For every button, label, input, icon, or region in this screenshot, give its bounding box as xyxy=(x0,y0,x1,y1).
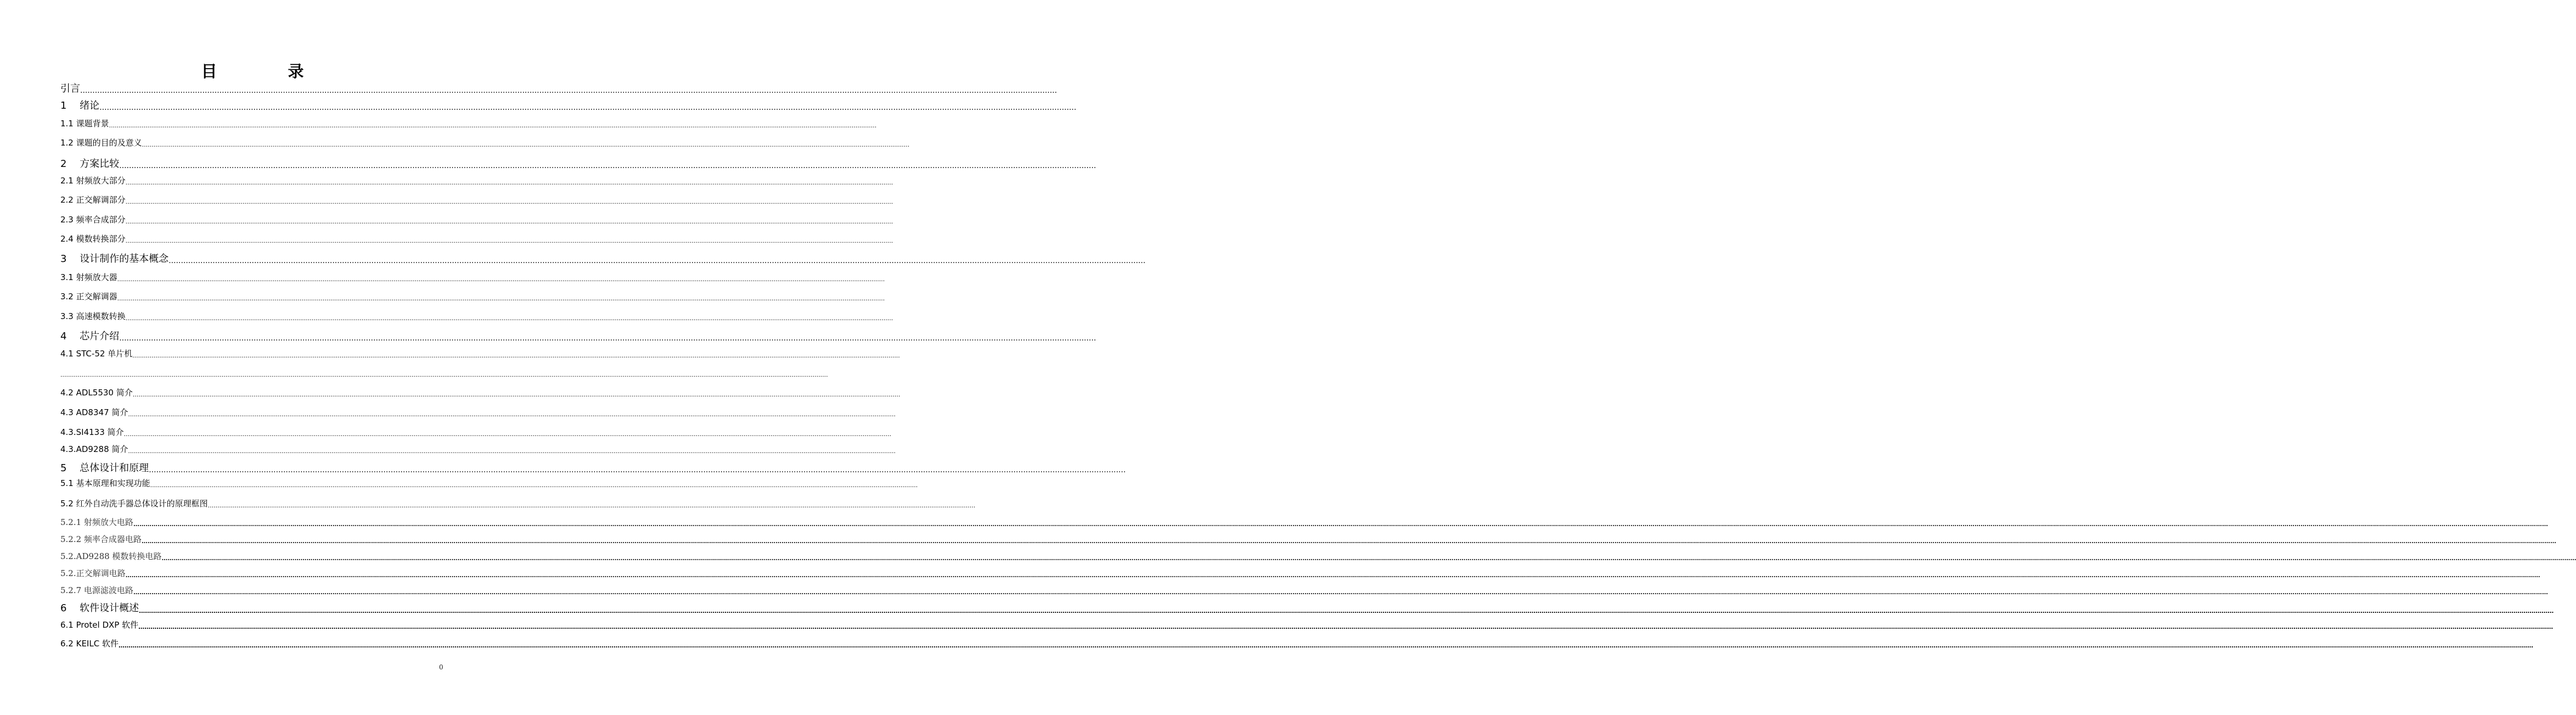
toc-entry-label: 2.2 正交解调部分 xyxy=(60,195,126,205)
toc-entry-label: 引言 xyxy=(60,83,80,94)
toc-entry-label: 5.2 红外自动洗手器总体设计的原理框图 xyxy=(60,499,208,509)
toc-entry-label: 4.3.AD9288 简介 xyxy=(60,444,128,454)
toc-entry-label: 2.4 模数转换部分 xyxy=(60,234,126,244)
toc-leader-dots: ................................................................................................................................................................................................................................................................................................................................................................................................................ xyxy=(80,86,1058,95)
toc-entry-label: 1 绪论 xyxy=(60,100,100,111)
toc-entry[interactable] xyxy=(60,443,896,455)
toc-entry-label: 4.2 ADL5530 简介 xyxy=(60,388,133,398)
toc-entry-label: 6.2 KEILC 软件 xyxy=(60,639,119,649)
toc-entry[interactable] xyxy=(60,310,893,322)
toc-entry[interactable] xyxy=(60,567,2540,579)
toc-leader-dots: ................................................................................................................................................................................................................................................................................................................................................................................................................ xyxy=(119,334,1096,343)
toc-entry-label: 5.2.2 频率合成器电路 xyxy=(60,534,142,544)
toc-entry[interactable] xyxy=(60,213,893,225)
toc-entry[interactable] xyxy=(60,193,893,205)
toc-leader-dots: ................................................................................................................................................................................................................................................................................................................................................................................................................ xyxy=(117,276,885,283)
toc-entry[interactable] xyxy=(60,251,1146,265)
toc-entry-label: 4.3.SI4133 简介 xyxy=(60,427,124,437)
toc-leader-dots: ………………………………………………………………………………………………………………………………………………………………………………………………………………………………………………………………………………………………………………………………………………………………………………………………………………………………………………………………………………………………………………………………………………………………………………………………………………………………………………………………………………………………………………………………………………………………………………………………………………………………………………………………………………………………………………………………………………………………………………………………………………………………………………………………………………………………………… xyxy=(161,555,2576,562)
toc-entry[interactable] xyxy=(60,136,910,148)
toc-entry[interactable] xyxy=(60,406,896,418)
toc-leader-dots: ................................................................................................................................................................................................................................................................................................................................................................................................................ xyxy=(168,256,1146,265)
toc-leader-dots: ................................................................................................................................................................................................................................................................................................................................................................................................................ xyxy=(123,431,892,438)
toc-entry-label: 5 总体设计和原理 xyxy=(60,462,149,474)
toc-leader-dots: ................................................................................................................................................................................................................................................................................................................................................................................................................ xyxy=(125,179,893,186)
toc-entry-label: 1.1 课题背景 xyxy=(60,119,109,129)
toc-entry-label: 5.2.7 电源滤波电路 xyxy=(60,585,133,595)
toc-entry[interactable] xyxy=(60,232,893,244)
toc-entry[interactable] xyxy=(60,386,901,398)
toc-entry-label: 3.3 高速模数转换 xyxy=(60,311,126,321)
toc-leader-dots: ................................................................................................................................................................................................................................................................................................................................................................................................................ xyxy=(128,411,896,418)
toc-entry-label: 2.1 射频放大部分 xyxy=(60,176,126,186)
toc-entry[interactable] xyxy=(60,347,900,359)
toc-leader-dots: ................................................................................................................................................................................................................................................................................................................................................................................................................ xyxy=(132,391,901,398)
toc-entry-label: 2 方案比较 xyxy=(60,158,120,170)
toc-entry[interactable] xyxy=(60,271,885,283)
toc-leader-dots: ................................................................................................................................................................................................................................................................................................................................................................................................................ xyxy=(109,122,877,129)
toc-entry-label: 5.2.AD9288 模数转换电路 xyxy=(60,551,162,561)
page-title: 目 录 xyxy=(201,62,331,81)
toc-leader-dots: ................................................................................................................................................................................................................................................................................................................................................................................................................ xyxy=(149,466,1126,474)
toc-leader-dots: ………………………………………………………………………………………………………………………………………………………………………………………………………………………………………………………………………………………………………………………………………………………………………………………………………………………………………………………………………………………………………………………………………………………………………………………………………………………………………………………………………………………………………………………………………………………………………………………………………………………………………………………………………………………………………………………………………………………………………………………………………………………………………………………………………………………………………… xyxy=(141,538,2556,545)
toc-leader-dots: ................................................................................................................................................................................................................................................................................................................................................................................................................ xyxy=(125,315,893,322)
toc-entry-label: 5.1 基本原理和实现功能 xyxy=(60,478,150,488)
toc-entry[interactable] xyxy=(60,366,828,378)
toc-entry[interactable] xyxy=(60,477,918,489)
toc-entry-label: 3.1 射频放大器 xyxy=(60,272,117,282)
toc-leader-dots: ................................................................................................................................................................................................................................................................................................................................................................................................................ xyxy=(125,237,893,244)
toc-entry[interactable] xyxy=(60,81,1058,95)
toc-leader-dots: ................................................................................................................................................................................................................................................................................................................................................................................................................ xyxy=(125,198,893,205)
toc-entry-label: 1.2 课题的目的及意义 xyxy=(60,138,142,148)
toc-entry[interactable] xyxy=(60,290,885,302)
toc-leader-dots: ................................................................................................................................................................................................................................................................................................................................................................................................................ xyxy=(132,352,900,359)
toc-entry-label: 4.3 AD8347 简介 xyxy=(60,407,128,417)
toc-entry[interactable] xyxy=(60,516,2548,528)
toc-entry[interactable] xyxy=(60,533,2556,545)
toc-entry-label: 2.3 频率合成部分 xyxy=(60,215,126,225)
toc-entry[interactable] xyxy=(60,618,2553,630)
toc-entry[interactable] xyxy=(60,174,893,186)
toc-leader-dots: ................................................................................................................................................................................................................................................................................................................................................................................................................ xyxy=(150,482,918,489)
toc-leader-dots: ................................................................................................................................................................................................................................................................................................................................................................................................................ xyxy=(142,141,910,148)
toc-leader-dots: ................................................................................................................................................................................................................................................................................................................................................................................................................ xyxy=(117,295,885,302)
toc-entry[interactable] xyxy=(60,156,1096,170)
toc-entry[interactable] xyxy=(60,460,1126,474)
toc-entry[interactable] xyxy=(60,637,2533,649)
toc-entry[interactable] xyxy=(60,600,2554,615)
toc-leader-dots: ................................................................................................................................................................................................................................................................................................................................................................................................................ xyxy=(128,448,896,455)
toc-leader-dots: ………………………………………………………………………………………………………………………………………………………………………………………………………………………………………………………………………………………………………………………………………………………………………………………………………………………………………………………………………………………………………………………………………………………………………………………………………………………………………………………………………………………………………………………………………………………………………………………………………………………………………………………………………………………………………………………………………………………………………………………………………………………………………………………………………………………………………… xyxy=(133,521,2548,528)
toc-leader-dots: ………………………………………………………………………………………………………………………………………………………………………………………………………………………………………………………………………………………………………………………………………………………………………………………………………………………………………………………………………………………………………………………………………………………………………………………………………………………………………………………………………………………………………………………………………………………………………………………………………………………………………………………………………………………………………………………………………………………………………………………………………………………………………………………………………………………………………… xyxy=(138,623,2553,630)
toc-entry[interactable] xyxy=(60,328,1096,343)
toc-entry-label: 6.1 Protel DXP 软件 xyxy=(60,620,139,630)
toc-leader-dots: ………………………………………………………………………………………………………………………………………………………………………………………………………………………………………………………………………………………………………………………………………………………………………………………………………………………………………………………………………………………………………………………………………………………………………………………………………………………………………………………………………………………………………………………………………………………………………………………………………………………………………………………………………………………………………………………………………………………………………………………………………………………………………………………………………………………………………… xyxy=(118,642,2533,649)
toc-leader-dots: ................................................................................................................................................................................................................................................................................................................................................................................................................ xyxy=(119,161,1096,170)
page-number: 0 xyxy=(439,663,443,671)
toc-leader-dots: ………………………………………………………………………………………………………………………………………………………………………………………………………………………………………………………………………………………………………………………………………………………………………………………………………………………………………………………………………………………………………………………………………………………………………………………………………………………………………………………………………………………………………………………………………………………………………………………………………………………………………………………………………………………………………………………………………………………………………………………………………………………………………………………………………………………………………… xyxy=(139,607,2554,615)
toc-leader-dots: ................................................................................................................................................................................................................................................................................................................................................................................................................ xyxy=(125,218,893,225)
toc-entry[interactable] xyxy=(60,550,2576,562)
toc-entry-label: 3.2 正交解调器 xyxy=(60,292,117,301)
toc-entry[interactable] xyxy=(60,497,976,509)
toc-entry-label: 5.2.正交解调电路 xyxy=(60,568,126,578)
toc-entry[interactable] xyxy=(60,98,1077,112)
toc-leader-dots: ................................................................................................................................................................................................................................................................................................................................................................................................................ xyxy=(207,502,976,509)
toc-leader-dots: ................................................................................................................................................................................................................................................................................................................................................................................................................ xyxy=(60,371,828,378)
toc-leader-dots: ................................................................................................................................................................................................................................................................................................................................................................................................................ xyxy=(99,103,1077,112)
toc-entry-label: 4 芯片介绍 xyxy=(60,331,120,342)
toc-entry-label: 3 设计制作的基本概念 xyxy=(60,253,169,265)
toc-entry[interactable] xyxy=(60,426,892,438)
toc-entry[interactable] xyxy=(60,584,2548,596)
toc-leader-dots: ………………………………………………………………………………………………………………………………………………………………………………………………………………………………………………………………………………………………………………………………………………………………………………………………………………………………………………………………………………………………………………………………………………………………………………………………………………………………………………………………………………………………………………………………………………………………………………………………………………………………………………………………………………………………………………………………………………………………………………………………………………………………………………………………………………………………………… xyxy=(133,589,2548,596)
toc-entry-label: 4.1 STC-52 单片机 xyxy=(60,349,133,359)
toc-entry-label: 6 软件设计概述 xyxy=(60,602,139,614)
toc-entry[interactable] xyxy=(60,117,877,129)
toc-entry-label: 5.2.1 射频放大电路 xyxy=(60,517,133,527)
toc-leader-dots: ………………………………………………………………………………………………………………………………………………………………………………………………………………………………………………………………………………………………………………………………………………………………………………………………………………………………………………………………………………………………………………………………………………………………………………………………………………………………………………………………………………………………………………………………………………………………………………………………………………………………………………………………………………………………………………………………………………………………………………………………………………………………………………………………………………………………………… xyxy=(125,572,2540,579)
